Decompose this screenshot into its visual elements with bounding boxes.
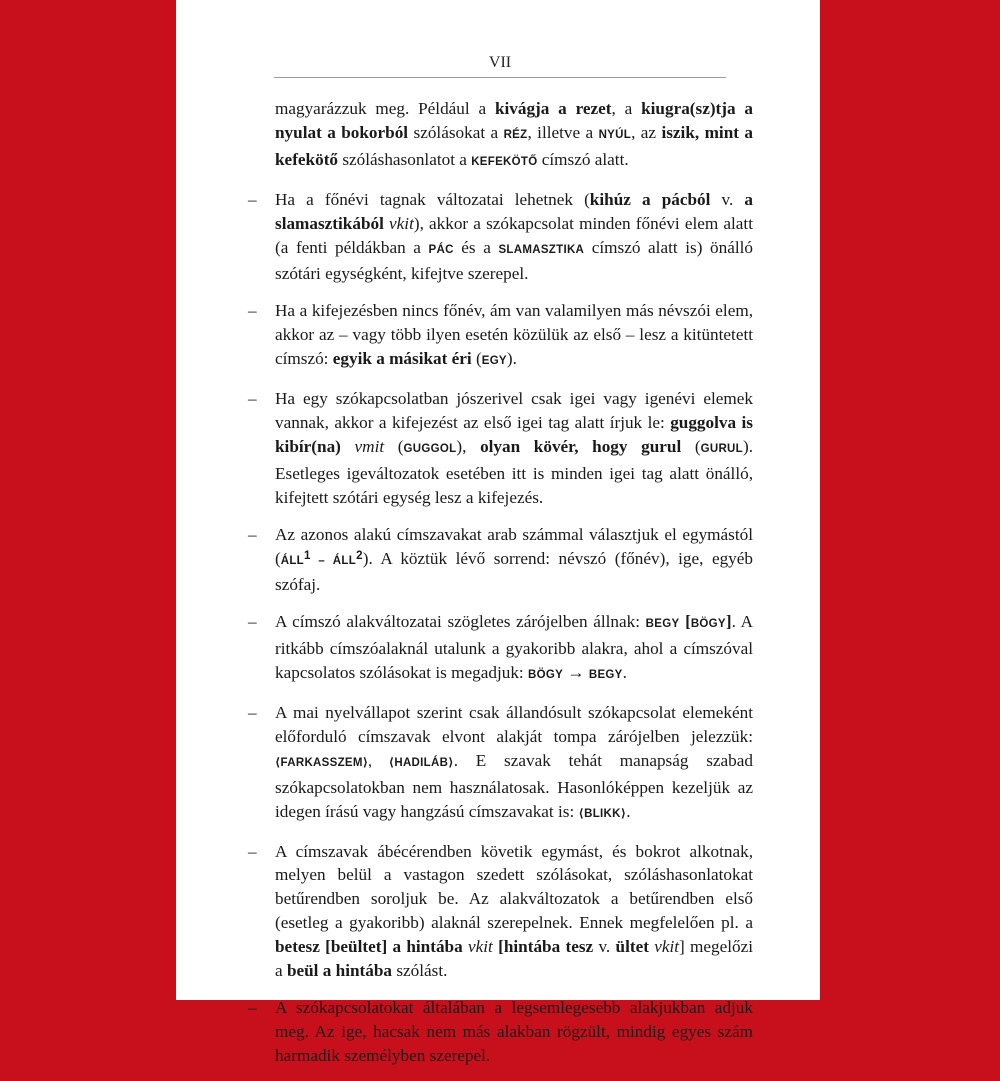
page-number: VII bbox=[274, 52, 726, 78]
page-body bbox=[248, 97, 753, 1081]
list-item: – Ha egy szókapcsolatban jószerivel csak igei vagy igenévi elemek vannak, akkor a kifejezést az első igei tag alatt írjuk le: guggolva is kibír(na) vmit (GUGGOL), olyan kövér, hogy gurul (GURUL). Esetleges igeváltozatok esetében itt is minden igei tag alatt önálló, kifejtett szótári egység lesz a kifejezés. bbox=[248, 389, 754, 507]
dash-bullet: – bbox=[248, 998, 257, 1017]
dash-bullet: – bbox=[248, 389, 257, 409]
paragraph-continued: magyarázzuk meg. Például a kivágja a rezet, a kiugra(sz)tja a nyulat a bokorból szólásokat a RÉZ, illetve a NYÚL, az iszik, mint a kefekötő szóláshasonlatot a KEFEKÖTŐ címszó alatt. bbox=[275, 99, 753, 169]
dash-bullet: – bbox=[248, 524, 257, 544]
list-item: – A szókapcsolatokat általában a legsemlegesebb alakjukban adjuk meg. Az ige, hacsak nem más alakban rögzült, mindig egyes szám harmadik személyben szerepel. bbox=[248, 998, 753, 1065]
dash-bullet: – bbox=[248, 703, 257, 723]
list-item: – Ha a kifejezésben nincs főnév, ám van valamilyen más névszói elem, akkor az – vagy több ilyen esetén közülük az első – lesz a kitüntetett címszó: egyik a másikat éri (EGY). bbox=[248, 301, 753, 369]
dash-bullet: – bbox=[248, 189, 257, 209]
list-item: – A mai nyelvállapot szerint csak állandósult szókapcsolat elemeként előforduló címszavak elvont alakját tompa zárójelben jelezzük: ⟨FARKASSZEM⟩, ⟨HADILÁB⟩. E szavak tehát manapság szabad szókapcsolatokban nem használatosak. Hasonlóképpen kezeljük az idegen írású vagy hangzású címszavakat is: ⟨BLIKK⟩. bbox=[248, 703, 753, 821]
dash-bullet: – bbox=[248, 301, 257, 321]
list-item: – Ha a főnévi tagnak változatai lehetnek (kihúz a pácból v. a slamasztikából vkit), akkor a szókapcsolat minden főnévi elem alatt (a fenti példákban a PÁC és a SLAMASZTIKA címszó alatt is) önálló szótári egységként, kifejtve szerepel. bbox=[248, 189, 753, 284]
list-item: – A címszavak ábécérendben követik egymást, és bokrot alkotnak, melyen belül a vastagon szedett szólásokat, szóláshasonlatokat betűrendben soroljuk be. Az alakváltozatok a betűrendben első (esetleg a gyakoribb) alaknál szerepelnek. Ennek megfelelően pl. a betesz [beültet] a hintába vkit [hintába tesz v. ültet vkit] megelőzi a beül a hintába szólást. bbox=[248, 841, 754, 981]
dash-bullet: – bbox=[248, 841, 257, 861]
list-item: – Az azonos alakú címszavakat arab számmal választjuk el egymástól (ÁLL$^1$ – ÁLL$^2$). A köztük lévő sorrend: névszó (főnév), ige, egyéb szófaj. bbox=[248, 524, 753, 595]
book-page bbox=[176, 0, 820, 1065]
list-item: – A címszó alakváltozatai szögletes zárójelben állnak: BEGY [BÖGY]. A ritkább címszóalaknál utalunk a gyakoribb alakra, ahol a címszóval kapcsolatos szólásokat is megadjuk: BÖGY → BEGY. bbox=[248, 612, 754, 683]
dash-bullet: – bbox=[248, 612, 257, 632]
